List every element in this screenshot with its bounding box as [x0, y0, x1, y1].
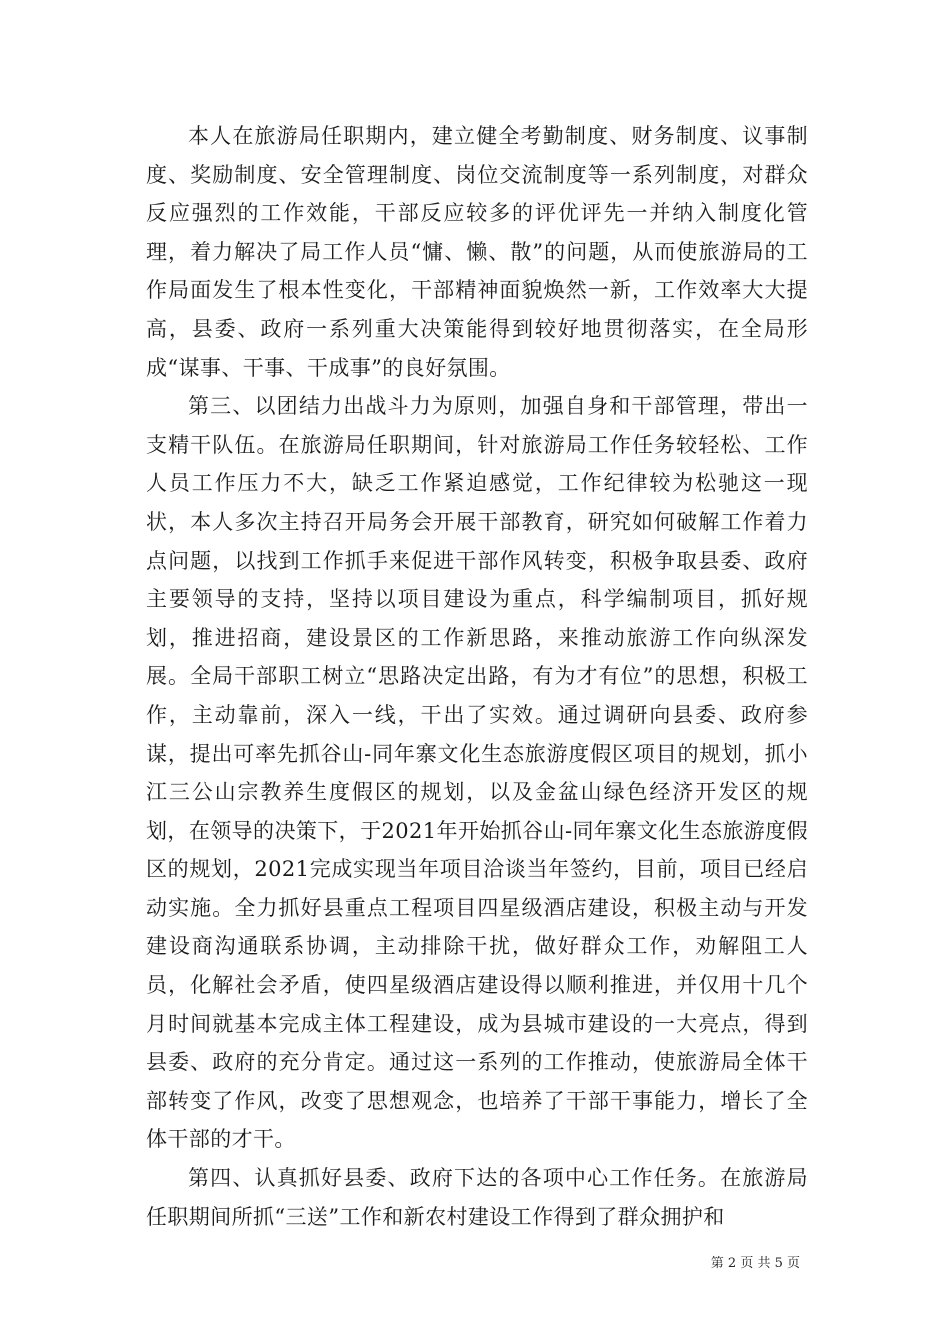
- paragraph-2: 第三、以团结力出战斗力为原则，加强自身和干部管理，带出一支精干队伍。在旅游局任职期间，针对旅游局工作任务较轻松、工作人员工作压力不大，缺乏工作紧迫感觉，工作纪律较为松驰这一现状，本人多次主持召开局务会开展干部教育，研究如何破解工作着力点问题，以找到工作抓手来促进干部作风转变，积极争取县委、政府主要领导的支持，坚持以项目建设为重点，科学编制项目，抓好规划，推进招商，建设景区的工作新思路，来推动旅游工作向纵深发展。全局干部职工树立“思路决定出路，有为才有位”的思想，积极工作，主动靠前，深入一线，干出了实效。通过调研向县委、政府参谋，提出可率先抓谷山-同年寨文化生态旅游度假区项目的规划，抓小江三公山宗教养生度假区的规划，以及金盆山绿色经济开发区的规划，在领导的决策下，于2021年开始抓谷山-同年寨文化生态旅游度假区的规划，2021完成实现当年项目洽谈当年签约，目前，项目已经启动实施。全力抓好县重点工程项目四星级酒店建设，积极主动与开发建设商沟通联系协调，主动排除干扰，做好群众工作，劝解阻工人员，化解社会矛盾，使四星级酒店建设得以顺利推进，并仅用十几个月时间就基本完成主体工程建设，成为县城市建设的一大亮点，得到县委、政府的充分肯定。通过这一系列的工作推动，使旅游局全体干部转变了作风，改变了思想观念，也培养了干部干事能力，增长了全体干部的才干。: [146, 394, 808, 1152]
- page-number-footer: 第 2 页 共 5 页: [710, 1256, 800, 1271]
- document-body: [146, 117, 808, 1236]
- paragraph-3: 第四、认真抓好县委、政府下达的各项中心工作任务。在旅游局任职期间所抓“三送”工作和新农村建设工作得到了群众拥护和: [146, 1166, 808, 1229]
- paragraph-1: 本人在旅游局任职期内，建立健全考勤制度、财务制度、议事制度、奖励制度、安全管理制度、岗位交流制度等一系列制度，对群众反应强烈的工作效能，干部反应较多的评优评先一并纳入制度化管理，着力解决了局工作人员“慵、懒、散”的问题，从而使旅游局的工作局面发生了根本性变化，干部精神面貌焕然一新，工作效率大大提高，县委、政府一系列重大决策能得到较好地贯彻落实，在全局形成“谋事、干事、干成事”的良好氛围。: [146, 124, 808, 380]
